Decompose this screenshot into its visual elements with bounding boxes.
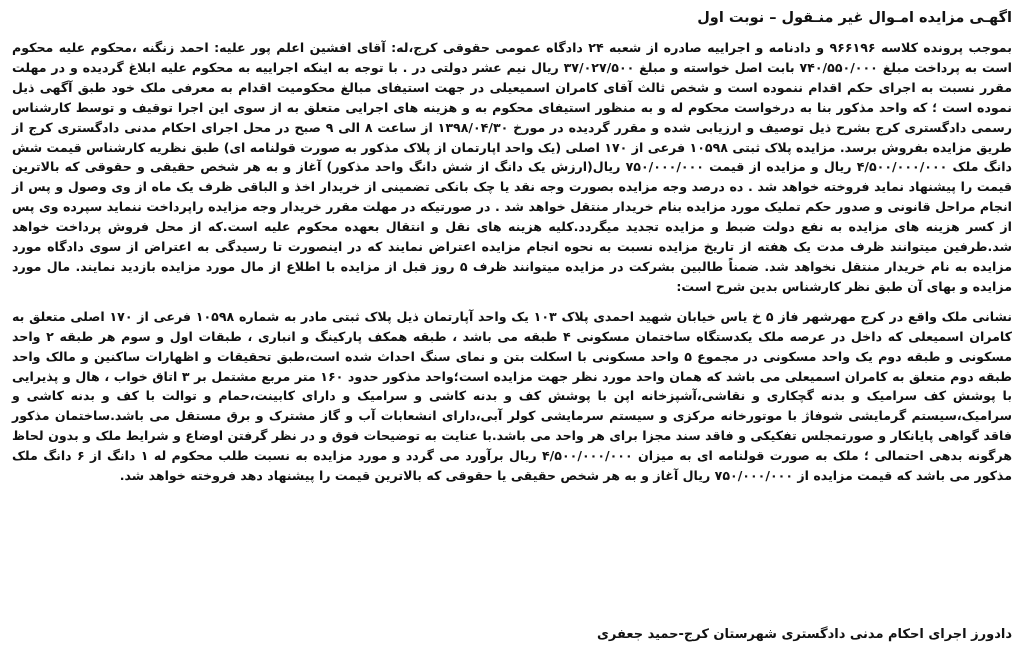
notice-signature: دادورز اجرای احکام مدنی دادگستری شهرستان کرج-حمید جعفری [597, 627, 1012, 642]
notice-paragraph-case-details: بموجب پرونده کلاسه ۹۶۶۱۹۶ و دادنامه و اجراییه صادره از شعبه ۲۴ دادگاه عمومی حقوقی کرج،له: آقای افشین اعلم پور علیه: احمد زنگنه ،محکوم علیه محکوم است به پرداخت مبلغ ۷۴۰/۵۵۰/۰۰۰ بابت اصل خواسته و مبلغ ۳۷/۰۲۷/۵۰۰ ریال نیم عشر دولتی در . با توجه به اینکه اجراییه به محکوم علیه ابلاغ گردیده و در مهلت مقرر نسبت به اجرای حکم اقدام ننموده است و شخص ثالث آقای کامران اسمیعیلی در جهت استیفای مبالغ محکومیت اقدام به معرفی ملک خود طبق آگهی ذیل نموده است ؛ که واحد مذکور بنا به درخواست محکوم له و به منظور استیفای محکوم به و هزینه های اجرایی متعلق به از سوی این اجرا توقیف و توسط کارشناس رسمی دادگستری کرج بشرح ذیل توصیف و ارزیابی شده و مقرر گردیده در مورخ ۱۳۹۸/۰۴/۳۰ از ساعت ۸ الی ۹ صبح در محل اجرای احکام مدنی دادگستری کرج از طریق مزایده بفروش برسد. مزایده پلاک ثبتی ۱۰۵۹۸ فرعی از ۱۷۰ اصلی (یک واحد اپارتمان از پلاک مذکور به صورت قولنامه ای) طبق نظریه کارشناس قیمت شش دانگ ملک ۴/۵۰۰/۰۰۰/۰۰۰ ریال و مزایده از قیمت ۷۵۰/۰۰۰/۰۰۰ ریال(ارزش یک دانگ از شش دانگ واحد مذکور) آغاز و به هر شخص حقیقی و حقوقی که بالاترین قیمت را پیشنهاد نماید فروخته خواهد شد . ده درصد وجه مزایده بصورت وجه نقد یا چک بانکی تضمینی از خریدار اخذ و الباقی ظرف یک ماه از وی وصول و پس از انجام مراحل قانونی و صدور حکم تملیک مورد مزایده بنام خریدار منتقل خواهد شد . در صورتیکه در مهلت مقرر خریدار وجه مزایده راپرداخت ننماید سپرده وی پس از کسر هزینه های مزایده به نفع دولت ضبط و مزایده تجدید میگردد.کلیه هزینه های نقل و انتقال بعهده محکوم علیه است.که از محل فروش پرداخت خواهد شد.طرفین میتوانند ظرف مدت یک هفته از تاریخ مزایده نسبت به نحوه انجام مزایده اعتراض نمایند که در اینصورت تا رسیدگی به اعتراض از سوی دادگاه مورد مزایده به نام خریدار منتقل نخواهد شد. ضمناً طالبین بشرکت در مزایده میتوانند ظرف ۵ روز قبل از مزایده با اطلاع از مال مورد مزایده بازدید نمایند. مال مورد مزایده و بهای آن طبق نظر کارشناس بدین شرح است: [11, 40, 1012, 294]
notice-paragraph-property-description: نشانی ملک واقع در کرج مهرشهر فاز ۵ خ یاس خیابان شهید احمدی پلاک ۱۰۳ یک واحد آپارتمان ذیل پلاک ثبتی مادر به شماره ۱۰۵۹۸ فرعی از ۱۷۰ اصلی متعلق به کامران اسمیعلی که داخل در عرصه ملک یکدستگاه ساختمان مسکونی ۴ طبقه می باشد ، طبقه همکف پارکینگ و انباری ، طبقات اول و سوم هر طبقه ۲ واحد مسکونی و طبقه دوم یک واحد مسکونی در مجموع ۵ واحد مسکونی با اسکلت بتن و نمای سنگ احداث شده است،طبق تحقیقات و اظهارات ساکنین و مالک واحد طبقه دوم متعلق به کامران اسمیعلی می باشد که همان واحد مورد نظر جهت مزایده است؛واحد مذکور حدود ۱۶۰ متر مربع مشتمل بر ۳ اتاق خواب ، هال و پذیرایی با پوشش کف سرامیک و بدنه گچکاری و نقاشی،آشپزخانه اپن با پوشش کف و بدنه کاشی و سرامیک و دارای کابینت،حمام و توالت با کف و بدنه کاشی و سرامیک،سیستم گرمایشی شوفاژ با موتورخانه مرکزی و سیستم سرمایشی کولر آبی،دارای انشعابات آب و گاز مشترک و برق مستقل می باشد.ساختمان مذکور فاقد گواهی پایانکار و صورتمجلس تفکیکی و فاقد سند مجزا برای هر واحد می باشد.با عنایت به توضیحات فوق و در نظر گرفتن اوضاع و شرایط ملک و بدون لحاظ هرگونه بدهی احتمالی ؛ ملک به صورت قولنامه ای به میزان ۴/۵۰۰/۰۰۰/۰۰۰ ریال برآورد می گردد و مورد مزایده به نسبت طلب محکوم له ۱ دانگ از ۶ دانگ ملک مذکور می باشد که قیمت مزایده از ۷۵۰/۰۰۰/۰۰۰ ریال آغاز و به هر شخص حقیقی یا حقوقی که بالاترین قیمت را پیشنهاد دهد فروخته خواهد شد. [12, 308, 1013, 484]
notice-title: اگهـی مزایده امـوال غیر منـقول – نوبت اول [697, 10, 1012, 26]
